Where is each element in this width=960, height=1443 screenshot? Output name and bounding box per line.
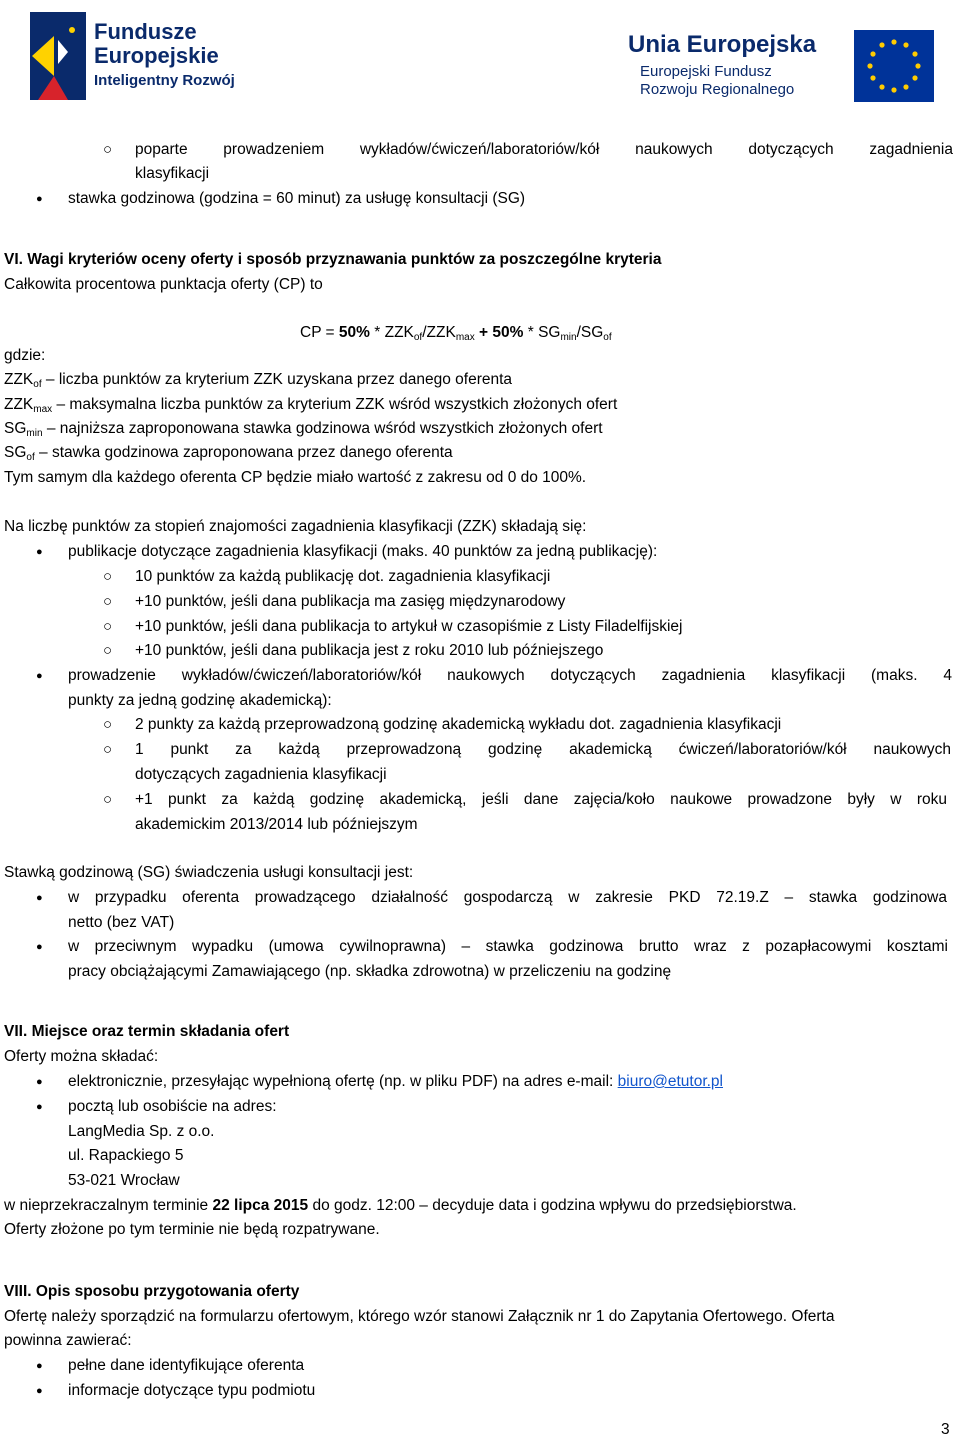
def-sg-of: $SG_{of}$ – stawka godzinowa zaproponowana przez danego oferenta <box>4 444 453 463</box>
submit-electronic: elektronicznie, przesyłając wypełnioną ofertę (np. w pliku PDF) na adres e-mail: biuro@etutor.pl <box>68 1073 723 1090</box>
def-zzk-max: $ZZK_{max}$ – maksymalna liczba punktów za kryterium ZZK wśród wszystkich złożonych ofert <box>4 396 618 415</box>
zzk-lect-sub1: 2 punkty za każdą przeprowadzoną godzinę akademicką wykładu dot. zagadnienia klasyfikacji <box>135 716 782 733</box>
top-sub-item-cont: klasyfikacji <box>135 165 210 182</box>
sub-bullet-icon: ○ <box>103 791 113 808</box>
section8-p1-cont: powinna zawierać: <box>4 1332 132 1349</box>
address-line3: 53-021 Wrocław <box>68 1172 180 1189</box>
zzk-bullet-lectures: prowadzenie wykładów/ćwiczeń/laboratoriów/kół naukowych dotyczących zagadnienia klasyfikacji (maks. 4 <box>68 667 952 684</box>
bullet-icon: ● <box>36 546 43 558</box>
top-bullet: stawka godzinowa (godzina = 60 minut) za usługę konsultacji (SG) <box>68 190 526 207</box>
logo-left-line3: Inteligentny Rozwój <box>94 72 235 89</box>
top-sub-item: poparte prowadzeniem wykładów/ćwiczeń/laboratoriów/kół naukowych dotyczących zagadnienia <box>135 141 953 158</box>
sub-bullet-icon: ○ <box>103 593 113 610</box>
zzk-pub-sub2: +10 punktów, jeśli dana publikacja ma zasięg międzynarodowy <box>135 593 566 610</box>
section8-heading: VIII. Opis sposobu przygotowania oferty <box>4 1283 300 1300</box>
sub-bullet-icon: ○ <box>103 716 113 733</box>
logo-left-line1: Fundusze <box>94 19 197 44</box>
section6-intro: Całkowita procentowa punktacja oferty (CP) to <box>4 276 323 293</box>
deadline: w nieprzekraczalnym terminie 22 lipca 2015 do godz. 12:00 – decyduje data i godzina wpływu do przedsiębiorstwa. <box>4 1197 797 1214</box>
logo-right-line2: Europejski Fundusz <box>640 63 772 80</box>
sg-intro: Stawką godzinową (SG) świadczenia usługi konsultacji jest: <box>4 864 414 881</box>
cp-summary: Tym samym dla każdego oferenta CP będzie miało wartość z zakresu od 0 do 100%. <box>4 469 587 486</box>
bullet-icon: ● <box>36 941 43 953</box>
sg-bullet-civil-cont: pracy obciążającymi Zamawiającego (np. składka zdrowotna) w przeliczeniu na godzinę <box>68 963 672 980</box>
sub-bullet-icon: ○ <box>103 141 113 158</box>
formula: CP = $50\% * ZZK_{of}/ZZK_{max} + 50\% * SG_{min}/SG_{of}$ <box>300 324 612 343</box>
offer-content-item1: pełne dane identyfikujące oferenta <box>68 1357 305 1374</box>
sg-bullet-business: w przypadku oferenta prowadzącego działalność gospodarczą w zakresie PKD 72.19.Z – stawka godzinowa <box>68 889 947 906</box>
zzk-lect-sub2: 1 punkt za każdą przeprowadzoną godzinę akademicką ćwiczeń/laboratoriów/kół naukowych <box>135 741 951 758</box>
logo-left-line2: Europejskie <box>94 43 219 68</box>
zzk-bullet-lectures-cont: punkty za jedną godzinę akademicką): <box>68 692 332 709</box>
where-label: gdzie: <box>4 347 46 364</box>
sub-bullet-icon: ○ <box>103 568 113 585</box>
offer-content-item2: informacje dotyczące typu podmiotu <box>68 1382 316 1399</box>
fundusze-europejskie-logo <box>28 10 258 102</box>
def-zzk-of: $ZZK_{of}$ – liczba punktów za kryterium ZZK uzyskana przez danego oferenta <box>4 371 513 390</box>
unia-europejska-logo <box>628 30 933 104</box>
bullet-icon: ● <box>36 1385 43 1397</box>
sg-bullet-business-cont: netto (bez VAT) <box>68 914 175 931</box>
zzk-pub-sub1: 10 punktów za każdą publikację dot. zagadnienia klasyfikacji <box>135 568 551 585</box>
bullet-icon: ● <box>36 1101 43 1113</box>
address-line1: LangMedia Sp. z o.o. <box>68 1123 215 1140</box>
bullet-icon: ● <box>36 670 43 682</box>
section7-intro: Oferty można składać: <box>4 1048 159 1065</box>
zzk-pub-sub3: +10 punktów, jeśli dana publikacja to artykuł w czasopiśmie z Listy Filadelfijskiej <box>135 618 683 635</box>
zzk-lect-sub3-cont: akademickim 2013/2014 lub późniejszym <box>135 816 418 833</box>
email-link[interactable]: biuro@etutor.pl <box>617 1073 723 1090</box>
zzk-pub-sub4: +10 punktów, jeśli dana publikacja jest z roku 2010 lub późniejszego <box>135 642 604 659</box>
sub-bullet-icon: ○ <box>103 642 113 659</box>
zzk-intro: Na liczbę punktów za stopień znajomości zagadnienia klasyfikacji (ZZK) składają się: <box>4 518 587 535</box>
section7-heading: VII. Miejsce oraz termin składania ofert <box>4 1023 290 1040</box>
sub-bullet-icon: ○ <box>103 741 113 758</box>
submit-post: pocztą lub osobiście na adres: <box>68 1098 277 1115</box>
logo-right-line3: Rozwoju Regionalnego <box>640 81 795 98</box>
zzk-lect-sub3: +1 punkt za każdą godzinę akademicką, jeśli dane zajęcia/koło naukowe prowadzone były w roku <box>135 791 947 808</box>
address-line2: ul. Rapackiego 5 <box>68 1147 184 1164</box>
bullet-icon: ● <box>36 1076 43 1088</box>
eu-flag-icon <box>854 30 934 102</box>
sub-bullet-icon: ○ <box>103 618 113 635</box>
fe-emblem-icon <box>28 10 90 102</box>
zzk-bullet-publications: publikacje dotyczące zagadnienia klasyfikacji (maks. 40 punktów za jedną publikację): <box>68 543 658 560</box>
bullet-icon: ● <box>36 1360 43 1372</box>
logo-right-line1: Unia Europejska <box>628 31 817 58</box>
zzk-lect-sub2-cont: dotyczących zagadnienia klasyfikacji <box>135 766 387 783</box>
bullet-icon: ● <box>36 892 43 904</box>
def-sg-min: $SG_{min}$ – najniższa zaproponowana stawka godzinowa wśród wszystkich złożonych ofert <box>4 420 603 439</box>
sg-bullet-civil: w przeciwnym wypadku (umowa cywilnoprawna) – stawka godzinowa brutto wraz z pozapłacowymi kosztami <box>68 938 948 955</box>
late-offers-note: Oferty złożone po tym terminie nie będą rozpatrywane. <box>4 1221 380 1238</box>
section8-p1: Ofertę należy sporządzić na formularzu ofertowym, którego wzór stanowi Załącznik nr 1 do Zapytania Ofertowego. Oferta <box>4 1308 835 1325</box>
page-number: 3 <box>941 1421 950 1438</box>
bullet-icon: ● <box>36 193 43 205</box>
section6-heading: VI. Wagi kryteriów oceny oferty i sposób przyznawania punktów za poszczególne kryteria <box>4 251 662 268</box>
